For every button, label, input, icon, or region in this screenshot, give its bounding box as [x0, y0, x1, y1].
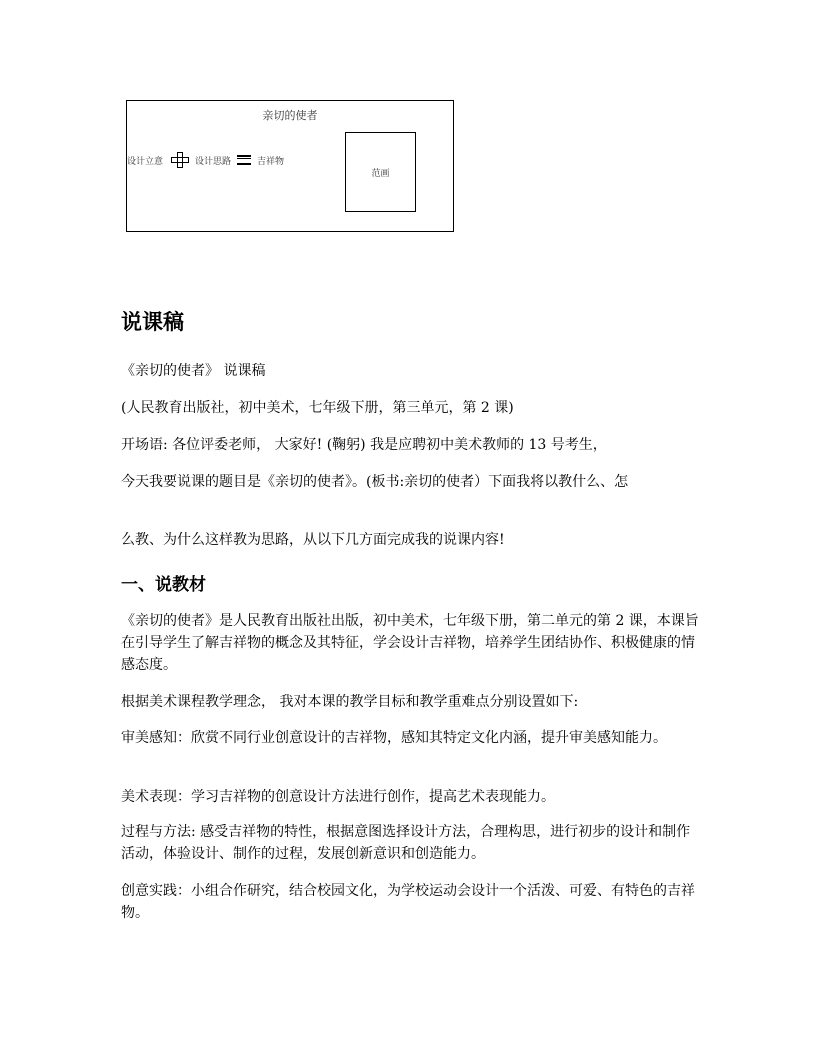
- board-left-label: 设计立意: [127, 156, 164, 167]
- blackboard-diagram: [126, 100, 454, 232]
- plus-icon: [171, 153, 189, 167]
- paragraph-aesthetic: 审美感知：欣赏不同行业创意设计的吉祥物，感知其特定文化内涵，提升审美感知能力。: [121, 730, 667, 746]
- equals-icon: [237, 155, 251, 165]
- paragraph-course-source: (人民教育出版社，初中美术，七年级下册，第三单元，第 2 课): [121, 400, 514, 416]
- paragraph-opening: 开场语: 各位评委老师， 大家好! (鞠躬) 我是应聘初中美术教师的 13 号考生，: [121, 437, 607, 453]
- paragraph-expression: 美术表现：学习吉祥物的创意设计方法进行创作，提高艺术表现能力。: [121, 789, 555, 805]
- sample-label: 范画: [371, 168, 390, 179]
- page-title: 说课稿: [121, 310, 184, 334]
- paragraph-course-title: 《亲切的使者》 说课稿: [121, 363, 266, 379]
- paragraph-objectives-intro: 根据美术课程教学理念， 我对本课的教学目标和教学重难点分别设置如下:: [121, 694, 579, 710]
- paragraph-topic: 今天我要说课的题目是《亲切的使者》。(板书:亲切的使者）下面我将以教什么、怎: [121, 474, 629, 490]
- paragraph-process: 过程与方法: 感受吉祥物的特性，根据意图选择设计方法，合理构思，进行初步的设计和制作活动，体验设计、制作的过程，发展创新意识和创造能力。: [121, 824, 691, 862]
- board-middle-label: 设计思路: [195, 156, 232, 167]
- board-title: 亲切的使者: [262, 109, 318, 122]
- paragraph-textbook: 《亲切的使者》是人民教育出版社出版，初中美术，七年级下册，第二单元的第 2 课，本课旨 在引导学生了解吉祥物的概念及其特征，学会设计吉祥物，培养学生团结协作、积极健康的情感态度。: [121, 613, 699, 673]
- sample-drawing-box: [345, 132, 416, 212]
- section-heading-textbook: 一、说教材: [121, 575, 206, 595]
- paragraph-outline: 么教、为什么这样教为思路，从以下几方面完成我的说课内容!: [121, 532, 505, 548]
- paragraph-practice: 创意实践：小组合作研究，结合校园文化，为学校运动会设计一个活泼、可爱、有特色的吉祥物。: [121, 883, 695, 921]
- board-right-label: 吉祥物: [257, 156, 285, 167]
- board-formula: [127, 153, 284, 167]
